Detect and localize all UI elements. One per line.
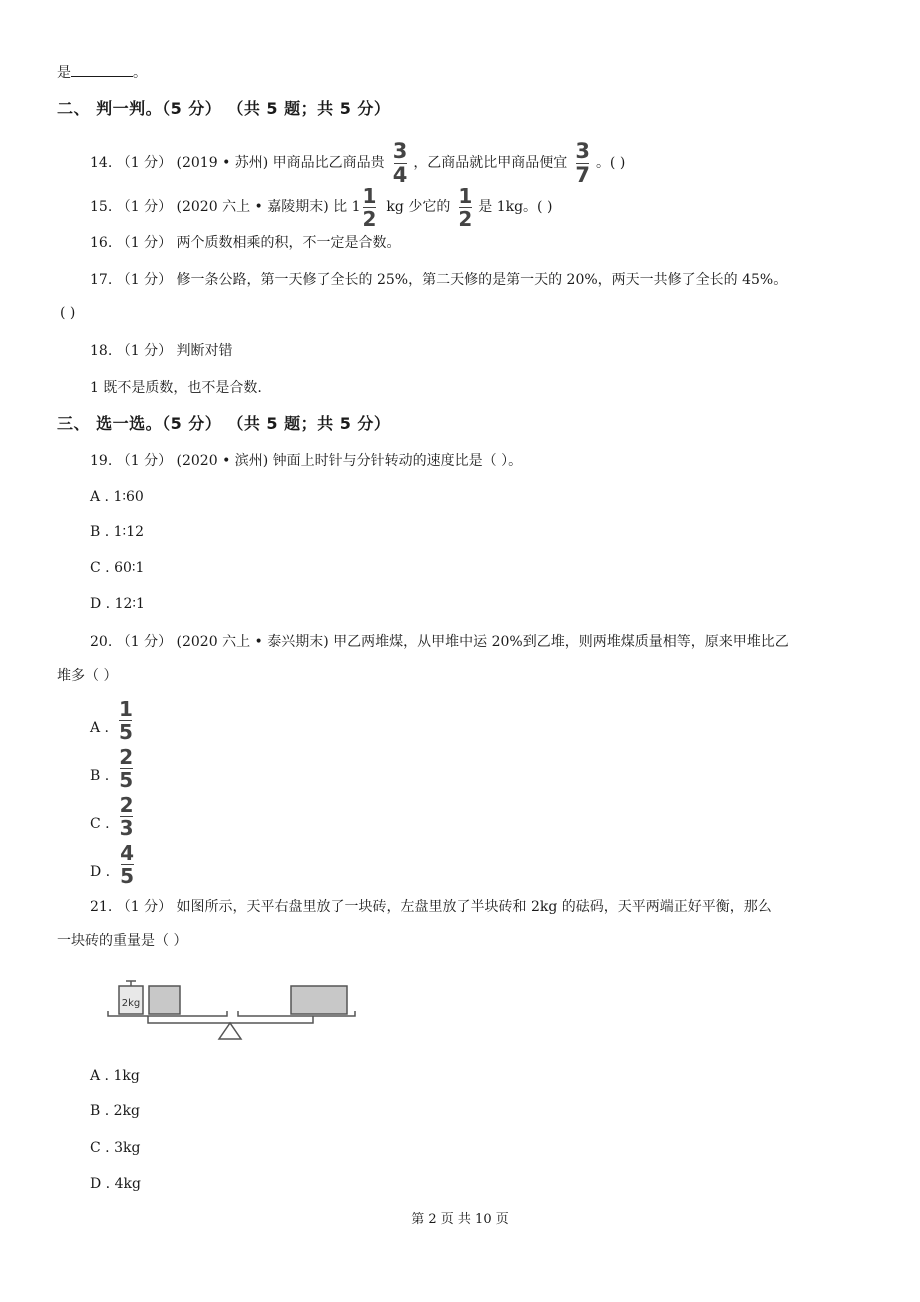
question-16: 16. （1 分） 两个质数相乘的积，不一定是合数。 <box>90 235 401 251</box>
q19-option-c[interactable]: C . 60∶1 <box>90 560 145 576</box>
q14-frac2-num: 3 <box>575 138 590 163</box>
question-19: 19. （1 分） (2020 • 滨州) 钟面上时针与分针转动的速度比是（ ）。 <box>90 453 523 469</box>
top-line <box>57 62 147 83</box>
q15-frac2-num: 1 <box>458 183 473 208</box>
q20-b-den: 5 <box>119 768 134 792</box>
q14-fraction-2 <box>575 138 590 187</box>
half-brick <box>149 986 180 1014</box>
q15-frac1-den: 2 <box>362 206 377 231</box>
q15-fraction-1 <box>362 183 377 231</box>
q20-option-a-label: A . <box>90 720 110 736</box>
question-18: 18. （1 分） 判断对错 <box>90 343 233 359</box>
q21-option-c[interactable]: C . 3kg <box>90 1140 141 1156</box>
q14-frac1-num: 3 <box>392 138 408 163</box>
question-18-statement: 1 既不是质数，也不是合数. <box>90 380 262 396</box>
q20-option-b-label: B . <box>90 768 110 784</box>
q20-option-c[interactable] <box>90 788 140 838</box>
question-21-line2: 一块砖的重量是（ ） <box>57 933 188 949</box>
page-footer: 第 2 页 共 10 页 <box>411 1212 509 1227</box>
q14-frac2-den: 7 <box>575 162 590 187</box>
q19-option-a[interactable]: A . 1∶60 <box>90 489 144 505</box>
q20-d-num: 4 <box>120 841 135 865</box>
q20-option-b[interactable] <box>90 740 139 790</box>
q19-option-b[interactable]: B . 1∶12 <box>90 524 145 540</box>
q20-option-a[interactable] <box>90 692 139 742</box>
q20-option-d-label: D . <box>90 864 111 880</box>
section2-title: 二、 判一判。（5 分） （共 5 题；共 5 分） <box>57 99 391 118</box>
q15-frac1-num: 1 <box>362 183 377 208</box>
q21-option-b[interactable]: B . 2kg <box>90 1103 140 1119</box>
weight-label: 2kg <box>121 998 141 1009</box>
q19-option-d[interactable]: D . 12∶1 <box>90 596 145 612</box>
q20-b-num: 2 <box>119 745 134 769</box>
q21-option-d[interactable]: D . 4kg <box>90 1176 141 1192</box>
q15-frac2-den: 2 <box>458 206 473 231</box>
balance-scale-figure <box>105 975 360 1045</box>
q14-middle: ，乙商品就比甲商品便宜 <box>413 155 568 171</box>
q20-option-d-fraction <box>120 843 134 886</box>
question-20: 20. （1 分） (2020 六上 • 泰兴期末) 甲乙两堆煤，从甲堆中运 20%到乙堆，则两堆煤质量相等，原来甲堆比乙 <box>90 634 789 650</box>
q20-d-den: 5 <box>120 864 135 888</box>
answer-blank[interactable] <box>71 62 133 77</box>
q14-suffix: 。( ) <box>595 155 626 171</box>
whole-brick <box>291 986 347 1014</box>
q20-option-b-fraction <box>119 747 133 790</box>
q20-c-num: 2 <box>119 793 134 817</box>
question-17: 17. （1 分） 修一条公路，第一天修了全长的 25%，第二天修的是第一天的 20%，两天一共修了全长的 45%。 <box>90 272 788 288</box>
weight-2kg-icon <box>119 981 143 1014</box>
q15-fraction-2 <box>458 183 473 231</box>
question-14 <box>90 140 625 186</box>
q21-option-a[interactable]: A . 1kg <box>90 1068 140 1084</box>
q20-c-den: 3 <box>119 816 134 840</box>
q14-frac1-den: 4 <box>392 162 408 187</box>
q20-option-a-fraction <box>119 699 133 742</box>
question-21: 21. （1 分） 如图所示，天平右盘里放了一块砖，左盘里放了半块砖和 2kg 的砝码，天平两端正好平衡，那么 <box>90 899 772 915</box>
q20-a-den: 5 <box>119 720 133 744</box>
question-20-line2: 堆多（ ） <box>57 668 118 684</box>
q15-prefix: 15. （1 分） (2020 六上 • 嘉陵期末) 比 1 <box>90 199 361 215</box>
section3-title: 三、 选一选。（5 分） （共 5 题；共 5 分） <box>57 414 391 433</box>
q14-fraction-1 <box>392 138 408 187</box>
q15-middle: kg 少它的 <box>386 199 451 215</box>
q20-option-c-fraction <box>120 795 134 838</box>
question-15 <box>90 184 552 230</box>
q20-a-num: 1 <box>119 697 133 721</box>
question-17-bracket: ( ) <box>60 305 76 321</box>
top-line-after: 。 <box>133 65 147 81</box>
q20-option-d[interactable] <box>90 836 140 886</box>
q15-suffix: 是 1kg。( ) <box>478 199 553 215</box>
q20-option-c-label: C . <box>90 816 110 832</box>
fulcrum-triangle <box>219 1023 241 1039</box>
top-line-before: 是 <box>57 65 71 81</box>
q14-prefix: 14. （1 分） (2019 • 苏州) 甲商品比乙商品贵 <box>90 155 385 171</box>
